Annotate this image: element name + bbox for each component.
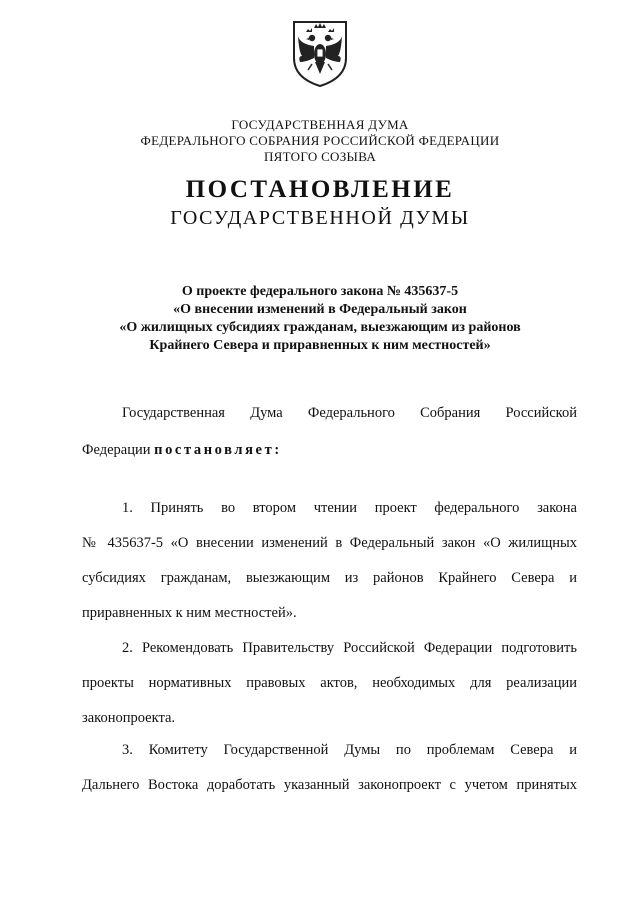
header-federal-assembly: ФЕДЕРАЛЬНОГО СОБРАНИЯ РОССИЙСКОЙ ФЕДЕРАЦИИ [140, 133, 500, 148]
document-title: ПОСТАНОВЛЕНИЕ [185, 176, 455, 203]
preamble-resolves: постановляет: [154, 442, 282, 458]
item2-line-1: 2. Рекомендовать Правительству Российской Федерации подготовить [122, 640, 577, 656]
item3-line-1: 3. Комитету Государственной Думы по проблемам Севера и [122, 742, 577, 758]
item3-line-2: Дальнего Востока доработать указанный законопроект с учетом принятых [82, 777, 577, 793]
preamble-federation: Федерации [82, 442, 155, 458]
item1-line-4: приравненных к ним местностей». [82, 605, 297, 621]
item2-line-3: законопроекта. [82, 710, 176, 726]
document-subtitle: ГОСУДАРСТВЕННОЙ ДУМЫ [170, 207, 470, 229]
item2-line-2: проекты нормативных правовых актов, необходимых для реализации [82, 675, 577, 691]
subject-line-2: «О внесении изменений в Федеральный закон [173, 302, 467, 317]
header-convocation: ПЯТОГО СОЗЫВА [263, 149, 377, 164]
preamble-line-2 [82, 442, 282, 459]
header-duma: ГОСУДАРСТВЕННАЯ ДУМА [231, 117, 409, 132]
subject-line-3: «О жилищных субсидиях гражданам, выезжающим из районов [119, 320, 521, 335]
russian-coat-of-arms-icon [290, 18, 350, 88]
item1-line-3: субсидиях гражданам, выезжающим из районов Крайнего Севера и [82, 570, 577, 586]
subject-line-1: О проекте федерального закона № 435637-5 [181, 284, 459, 299]
subject-line-4: Крайнего Севера и приравненных к ним местностей» [149, 338, 491, 353]
item1-line-2: № 435637-5 «О внесении изменений в Федеральный закон «О жилищных [82, 535, 577, 551]
item1-line-1: 1. Принять во втором чтении проект федерального закона [122, 500, 577, 516]
preamble-line-1: Государственная Дума Федерального Собрания Российской [122, 405, 577, 421]
